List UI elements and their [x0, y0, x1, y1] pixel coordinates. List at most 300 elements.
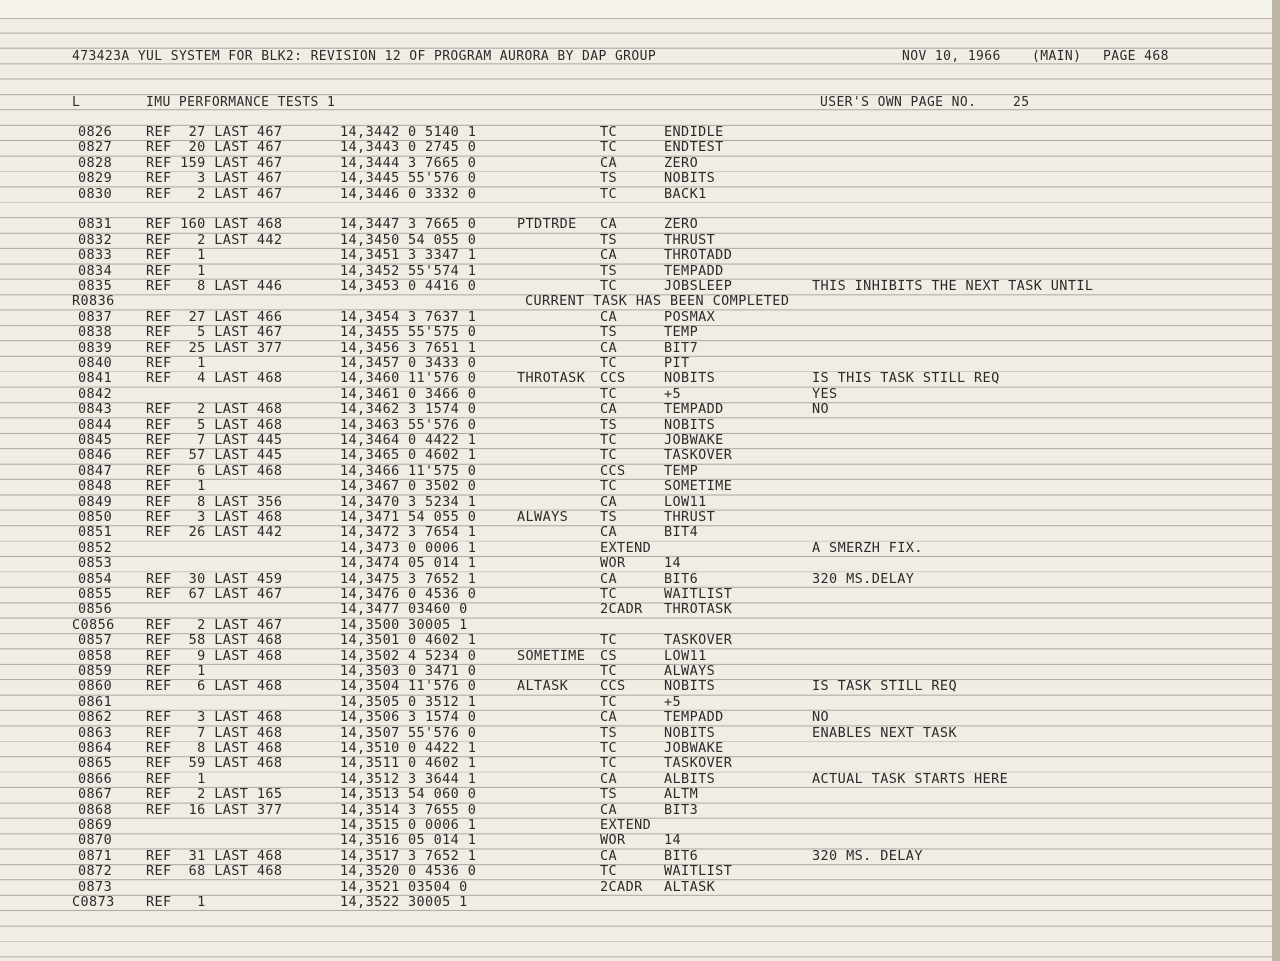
octal-code: 0 4602 1 [408, 632, 477, 649]
line-number: 0835 [78, 278, 113, 294]
opcode: CA [600, 308, 618, 325]
opcode: TC [600, 278, 618, 294]
address: 14,3507 [340, 724, 400, 741]
ref-info: REF 27 LAST 466 [146, 308, 283, 325]
address: 14,3444 [340, 154, 400, 171]
opcode: CA [600, 801, 618, 818]
operand: +5 [664, 693, 682, 710]
listing-row [0, 341, 1272, 356]
address: 14,3506 [340, 709, 400, 726]
address: 14,3475 [340, 570, 400, 587]
ref-info: REF 8 LAST 356 [146, 493, 283, 510]
opcode: TC [600, 863, 618, 880]
listing-row [0, 880, 1272, 895]
ref-info: REF 5 LAST 468 [146, 416, 283, 433]
listing-row [0, 833, 1272, 848]
ref-info: REF 6 LAST 468 [146, 462, 283, 479]
ref-info: REF 58 LAST 468 [146, 632, 283, 649]
octal-code: 0 3433 0 [408, 355, 477, 371]
address: 14,3453 [340, 278, 400, 294]
address: 14,3466 [340, 462, 400, 479]
listing-row [0, 741, 1272, 756]
opcode: WOR [600, 555, 626, 572]
octal-code: 55'576 0 [408, 416, 477, 433]
line-number: 0873 [78, 878, 113, 895]
octal-code: 3 1574 0 [408, 401, 477, 418]
octal-code: 0 4536 0 [408, 586, 477, 602]
line-number: 0848 [78, 478, 113, 495]
line-number: 0872 [78, 863, 113, 880]
symbol-label: CURRENT TASK HAS BEEN COMPLETED [525, 293, 790, 310]
address: 14,3442 [340, 124, 400, 140]
listing-row [0, 217, 1272, 232]
comment: IS TASK STILL REQ [812, 678, 957, 695]
line-number: 0841 [78, 370, 113, 387]
opcode: CA [600, 847, 618, 864]
address: 14,3465 [340, 447, 400, 464]
opcode: CCS [600, 462, 626, 479]
opcode: TC [600, 124, 618, 140]
listing-row [0, 402, 1272, 417]
address: 14,3463 [340, 416, 400, 433]
octal-code: 05 014 1 [408, 555, 477, 572]
address: 14,3460 [340, 370, 400, 387]
operand: ALWAYS [664, 663, 716, 679]
address: 14,3522 [340, 894, 400, 910]
operand: TASKOVER [664, 447, 733, 464]
line-number: 0862 [78, 709, 113, 726]
ref-info: REF 26 LAST 442 [146, 524, 283, 541]
listing-row [0, 371, 1272, 386]
listing-row [0, 356, 1272, 371]
listing-row [0, 679, 1272, 694]
ref-info: REF 1 [146, 478, 206, 495]
users-page-number: 25 [1013, 95, 1030, 110]
operand: NOBITS [664, 370, 716, 387]
octal-code: 11'576 0 [408, 678, 477, 695]
line-number: 0840 [78, 355, 113, 371]
line-number: 0856 [78, 601, 113, 618]
listing-row [0, 849, 1272, 864]
octal-code: 54 060 0 [408, 786, 477, 803]
octal-code: 3 7665 0 [408, 216, 477, 233]
opcode: TS [600, 170, 618, 187]
line-number: 0843 [78, 401, 113, 418]
octal-code: 0 3502 0 [408, 478, 477, 495]
ref-info: REF 5 LAST 467 [146, 324, 283, 341]
ref-info: REF 160 LAST 468 [146, 216, 283, 233]
listing-row [0, 649, 1272, 664]
ref-info: REF 7 LAST 468 [146, 724, 283, 741]
octal-code: 0 4422 1 [408, 740, 477, 756]
address: 14,3521 [340, 878, 400, 895]
listing-row [0, 418, 1272, 433]
listing-row [0, 695, 1272, 710]
listing-row [0, 233, 1272, 248]
address: 14,3443 [340, 139, 400, 156]
opcode: TC [600, 185, 618, 202]
opcode: TC [600, 478, 618, 495]
ref-info: REF 2 LAST 442 [146, 231, 283, 248]
operand: ALTASK [664, 878, 716, 895]
operand: PIT [664, 355, 690, 371]
listing-row [0, 156, 1272, 171]
opcode: CA [600, 154, 618, 171]
listing-row [0, 248, 1272, 263]
opcode: 2CADR [600, 601, 643, 618]
listing-row [0, 310, 1272, 325]
line-number: R0836 [72, 293, 115, 310]
comment: ENABLES NEXT TASK [812, 724, 957, 741]
operand: TEMPADD [664, 401, 724, 418]
line-number: 0847 [78, 462, 113, 479]
address: 14,3454 [340, 308, 400, 325]
octal-code: 0 3471 0 [408, 663, 477, 679]
listing-row [0, 726, 1272, 741]
address: 14,3450 [340, 231, 400, 248]
operand: NOBITS [664, 416, 716, 433]
comment: 320 MS.DELAY [812, 570, 915, 587]
line-number: 0870 [78, 832, 113, 849]
ref-info: REF 8 LAST 446 [146, 278, 283, 294]
opcode: TC [600, 693, 618, 710]
listing-row [0, 433, 1272, 448]
operand: WAITLIST [664, 586, 733, 602]
address: 14,3514 [340, 801, 400, 818]
operand: ENDIDLE [664, 124, 724, 140]
listing-row [0, 525, 1272, 540]
address: 14,3451 [340, 247, 400, 264]
operand: ENDTEST [664, 139, 724, 156]
listing-row [0, 556, 1272, 571]
line-number: 0854 [78, 570, 113, 587]
ref-info: REF 1 [146, 247, 206, 264]
operand: BIT7 [664, 339, 699, 356]
octal-code: 3 7637 1 [408, 308, 477, 325]
operand: JOBWAKE [664, 432, 724, 448]
octal-code: 0 4536 0 [408, 863, 477, 880]
address: 14,3472 [340, 524, 400, 541]
octal-code: 3 1574 0 [408, 709, 477, 726]
octal-code: 55'576 0 [408, 170, 477, 187]
operand: JOBWAKE [664, 740, 724, 756]
comment: ACTUAL TASK STARTS HERE [812, 770, 1009, 787]
opcode: EXTEND [600, 539, 652, 556]
symbol-label: ALWAYS [517, 509, 569, 525]
listing-row [0, 495, 1272, 510]
ref-info: REF 2 LAST 467 [146, 185, 283, 202]
ref-info: REF 2 LAST 468 [146, 401, 283, 418]
line-number: 0852 [78, 539, 113, 556]
opcode: CA [600, 216, 618, 233]
ref-info: REF 67 LAST 467 [146, 586, 283, 602]
line-number: 0846 [78, 447, 113, 464]
octal-code: 3 3644 1 [408, 770, 477, 787]
octal-code: 54 055 0 [408, 231, 477, 248]
address: 14,3445 [340, 170, 400, 187]
operand: TEMP [664, 462, 699, 479]
ref-info: REF 1 [146, 894, 206, 910]
ref-info: REF 7 LAST 445 [146, 432, 283, 448]
listing-row [0, 602, 1272, 617]
operand: LOW11 [664, 647, 707, 664]
binder-edge [1272, 0, 1280, 961]
address: 14,3500 [340, 616, 400, 633]
comment: YES [812, 385, 838, 402]
opcode: TS [600, 416, 618, 433]
users-page-label: USER'S OWN PAGE NO. [820, 95, 977, 110]
operand: SOMETIME [664, 478, 733, 495]
listing-title: 473423A YUL SYSTEM FOR BLK2: REVISION 12 OF PROGRAM AURORA BY DAP GROUP [72, 49, 657, 64]
operand: BIT3 [664, 801, 699, 818]
comment: NO [812, 401, 830, 418]
octal-code: 3 7652 1 [408, 847, 477, 864]
octal-code: 0 4602 1 [408, 755, 477, 772]
line-number: 0844 [78, 416, 113, 433]
opcode: TC [600, 139, 618, 156]
address: 14,3462 [340, 401, 400, 418]
octal-code: 3 5234 1 [408, 493, 477, 510]
listing-row [0, 187, 1272, 202]
opcode: CA [600, 770, 618, 787]
octal-code: 3 3347 1 [408, 247, 477, 264]
operand: TASKOVER [664, 632, 733, 649]
listing-row [0, 510, 1272, 525]
opcode: TC [600, 385, 618, 402]
perforated-edge [0, 0, 1272, 19]
listing-row [0, 448, 1272, 463]
opcode: CS [600, 647, 618, 664]
operand: NOBITS [664, 724, 716, 741]
address: 14,3512 [340, 770, 400, 787]
ref-info: REF 6 LAST 468 [146, 678, 283, 695]
line-number: 0860 [78, 678, 113, 695]
operand: BIT6 [664, 847, 699, 864]
line-number: 0851 [78, 524, 113, 541]
operand: NOBITS [664, 170, 716, 187]
octal-code: 0 0006 1 [408, 539, 477, 556]
comment: IS THIS TASK STILL REQ [812, 370, 1000, 387]
symbol-label: SOMETIME [517, 647, 586, 664]
ref-info: REF 3 LAST 468 [146, 509, 283, 525]
opcode: CCS [600, 370, 626, 387]
listing-date: NOV 10, 1966 [902, 49, 1001, 64]
address: 14,3457 [340, 355, 400, 371]
operand: THROTASK [664, 601, 733, 618]
ref-info: REF 3 LAST 468 [146, 709, 283, 726]
ref-info: REF 59 LAST 468 [146, 755, 283, 772]
listing-row [0, 587, 1272, 602]
listing-row [0, 756, 1272, 771]
listing-row [0, 279, 1272, 294]
operand: WAITLIST [664, 863, 733, 880]
opcode: TC [600, 740, 618, 756]
address: 14,3517 [340, 847, 400, 864]
octal-code: 0 3512 1 [408, 693, 477, 710]
operand: LOW11 [664, 493, 707, 510]
listing-row [0, 125, 1272, 140]
line-number: 0828 [78, 154, 113, 171]
listing-row [0, 202, 1272, 217]
address: 14,3446 [340, 185, 400, 202]
listing-row [0, 864, 1272, 879]
opcode: TC [600, 355, 618, 371]
line-number: 0857 [78, 632, 113, 649]
listing-row [0, 464, 1272, 479]
octal-code: 3 7665 0 [408, 154, 477, 171]
comment: NO [812, 709, 830, 726]
operand: 14 [664, 832, 682, 849]
line-number: 0861 [78, 693, 113, 710]
listing-row [0, 294, 1272, 309]
opcode: CA [600, 709, 618, 726]
address: 14,3477 [340, 601, 400, 618]
operand: THRUST [664, 509, 716, 525]
operand: THROTADD [664, 247, 733, 264]
section-marker: L [72, 95, 81, 110]
octal-code: 30005 1 [408, 616, 468, 633]
opcode: TC [600, 586, 618, 602]
octal-code: 03504 0 [408, 878, 468, 895]
address: 14,3515 [340, 817, 400, 833]
line-number: 0850 [78, 509, 113, 525]
address: 14,3471 [340, 509, 400, 525]
comment: A SMERZH FIX. [812, 539, 923, 556]
ref-info: REF 1 [146, 770, 206, 787]
opcode: CA [600, 339, 618, 356]
line-number: 0864 [78, 740, 113, 756]
octal-code: 0 2745 0 [408, 139, 477, 156]
address: 14,3455 [340, 324, 400, 341]
line-number: 0837 [78, 308, 113, 325]
operand: +5 [664, 385, 682, 402]
octal-code: 3 7654 1 [408, 524, 477, 541]
line-number: 0865 [78, 755, 113, 772]
listing-row [0, 895, 1272, 910]
octal-code: 11'575 0 [408, 462, 477, 479]
octal-code: 30005 1 [408, 894, 468, 910]
octal-code: 03460 0 [408, 601, 468, 618]
line-number: 0839 [78, 339, 113, 356]
octal-code: 3 7652 1 [408, 570, 477, 587]
ref-info: REF 8 LAST 468 [146, 740, 283, 756]
operand: ZERO [664, 154, 699, 171]
opcode: 2CADR [600, 878, 643, 895]
opcode: TC [600, 432, 618, 448]
ref-info: REF 1 [146, 663, 206, 679]
opcode: TC [600, 447, 618, 464]
ref-info: REF 31 LAST 468 [146, 847, 283, 864]
address: 14,3474 [340, 555, 400, 572]
ref-info: REF 4 LAST 468 [146, 370, 283, 387]
ref-info: REF 9 LAST 468 [146, 647, 283, 664]
opcode: CA [600, 493, 618, 510]
address: 14,3502 [340, 647, 400, 664]
line-number: 0834 [78, 262, 113, 279]
comment: THIS INHIBITS THE NEXT TASK UNTIL [812, 278, 1094, 294]
section-title: IMU PERFORMANCE TESTS 1 [146, 95, 336, 110]
address: 14,3470 [340, 493, 400, 510]
comment: 320 MS. DELAY [812, 847, 923, 864]
address: 14,3513 [340, 786, 400, 803]
ref-info: REF 57 LAST 445 [146, 447, 283, 464]
octal-code: 0 5140 1 [408, 124, 477, 140]
line-number: 0867 [78, 786, 113, 803]
ref-info: REF 27 LAST 467 [146, 124, 283, 140]
operand: BIT6 [664, 570, 699, 587]
octal-code: 0 4422 1 [408, 432, 477, 448]
octal-code: 0 3332 0 [408, 185, 477, 202]
operand: POSMAX [664, 308, 716, 325]
opcode: TS [600, 724, 618, 741]
opcode: TC [600, 663, 618, 679]
operand: ZERO [664, 216, 699, 233]
listing-row [0, 787, 1272, 802]
listing-row [0, 171, 1272, 186]
listing-row [0, 618, 1272, 633]
operand: NOBITS [664, 678, 716, 695]
ref-info: REF 2 LAST 165 [146, 786, 283, 803]
octal-code: 0 3466 0 [408, 385, 477, 402]
octal-code: 55'574 1 [408, 262, 477, 279]
octal-code: 3 7655 0 [408, 801, 477, 818]
opcode: TS [600, 509, 618, 525]
octal-code: 0 4602 1 [408, 447, 477, 464]
listing-row [0, 664, 1272, 679]
symbol-label: THROTASK [517, 370, 586, 387]
ref-info: REF 25 LAST 377 [146, 339, 283, 356]
listing-row [0, 325, 1272, 340]
listing-section: (MAIN) [1032, 49, 1082, 64]
line-number: 0833 [78, 247, 113, 264]
opcode: TC [600, 632, 618, 649]
listing-row [0, 633, 1272, 648]
operand: THRUST [664, 231, 716, 248]
ref-info: REF 30 LAST 459 [146, 570, 283, 587]
opcode: WOR [600, 832, 626, 849]
opcode: CA [600, 247, 618, 264]
listing-row [0, 541, 1272, 556]
octal-code: 55'576 0 [408, 724, 477, 741]
symbol-label: ALTASK [517, 678, 569, 695]
address: 14,3456 [340, 339, 400, 356]
ref-info: REF 68 LAST 468 [146, 863, 283, 880]
address: 14,3510 [340, 740, 400, 756]
octal-code: 0 0006 1 [408, 817, 477, 833]
address: 14,3520 [340, 863, 400, 880]
opcode: EXTEND [600, 817, 652, 833]
opcode: TS [600, 231, 618, 248]
octal-code: 05 014 1 [408, 832, 477, 849]
address: 14,3476 [340, 586, 400, 602]
opcode: CCS [600, 678, 626, 695]
listing-row [0, 387, 1272, 402]
line-number: 0858 [78, 647, 113, 664]
address: 14,3516 [340, 832, 400, 849]
listing-row [0, 772, 1272, 787]
operand: TASKOVER [664, 755, 733, 772]
operand: BACK1 [664, 185, 707, 202]
line-number: 0866 [78, 770, 113, 787]
opcode: CA [600, 570, 618, 587]
operand: ALBITS [664, 770, 716, 787]
line-number: 0827 [78, 139, 113, 156]
octal-code: 3 7651 1 [408, 339, 477, 356]
ref-info: REF 2 LAST 467 [146, 616, 283, 633]
line-number: 0838 [78, 324, 113, 341]
ref-info: REF 3 LAST 467 [146, 170, 283, 187]
operand: 14 [664, 555, 682, 572]
